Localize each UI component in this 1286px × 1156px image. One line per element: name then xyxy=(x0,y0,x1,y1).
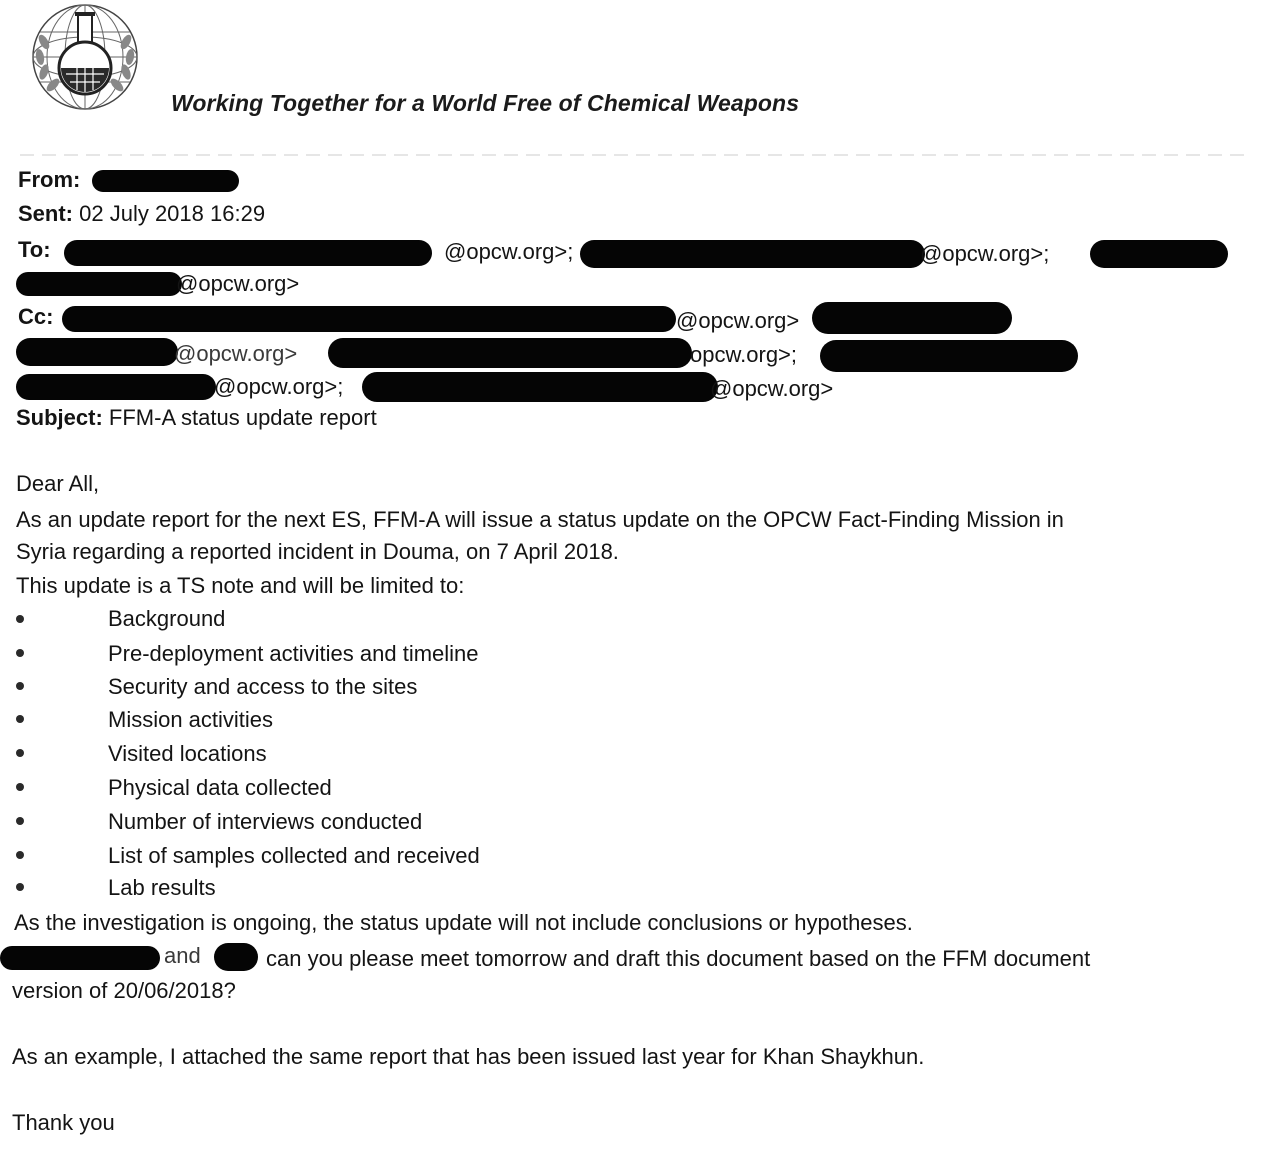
to-address-fragment-3: @opcw.org> xyxy=(176,271,300,296)
list-item-text: Number of interviews conducted xyxy=(108,809,423,834)
subject-line xyxy=(16,404,377,432)
cc-address-fragment-4: @opcw.org>; xyxy=(214,374,344,399)
redaction-block xyxy=(328,338,692,368)
cc-address-fragment-5: @opcw.org> xyxy=(710,376,834,401)
motto-heading: Working Together for a World Free of Chemical Weapons xyxy=(171,90,800,116)
list-item-text: Security and access to the sites xyxy=(108,674,418,699)
redaction-block xyxy=(16,272,182,296)
redaction-block xyxy=(1090,240,1228,268)
body-paragraph-4-line-2: version of 20/06/2018? xyxy=(12,978,236,1003)
list-item-text: Mission activities xyxy=(108,707,274,732)
list-item-text: Physical data collected xyxy=(108,775,332,800)
closing: Thank you xyxy=(12,1110,115,1135)
to-address-fragment-1: @opcw.org>; xyxy=(444,239,574,264)
sent-value: 02 July 2018 16:29 xyxy=(79,201,266,226)
body-paragraph-1-line-2: Syria regarding a reported incident in Douma, on 7 April 2018. xyxy=(16,539,619,564)
bullet-dot xyxy=(16,682,24,690)
cc-label: Cc: xyxy=(18,304,54,329)
to-label: To: xyxy=(18,237,51,262)
bullet-dot xyxy=(16,715,24,723)
cc-label-line xyxy=(18,303,53,331)
redaction-block xyxy=(64,240,432,266)
from-label: From: xyxy=(18,167,81,192)
redaction-block xyxy=(16,338,178,366)
bullet-dot xyxy=(16,783,24,791)
redaction-block xyxy=(812,302,1012,334)
redaction-block xyxy=(214,943,258,971)
bullet-dot xyxy=(16,883,24,891)
body-paragraph-4-and: and xyxy=(164,943,201,968)
body-paragraph-3: As the investigation is ongoing, the status update will not include conclusions or hypotheses. xyxy=(14,910,913,935)
greeting: Dear All, xyxy=(16,471,100,496)
header-divider xyxy=(20,154,1246,156)
cc-address-fragment-2: @opcw.org> xyxy=(174,341,298,366)
list-item-text: Pre-deployment activities and timeline xyxy=(108,641,479,666)
list-item-text: List of samples collected and received xyxy=(108,843,480,868)
bullet-dot xyxy=(16,817,24,825)
sent-line xyxy=(18,200,265,228)
redaction-block xyxy=(62,306,676,332)
from-line xyxy=(18,166,80,194)
list-item-text: Visited locations xyxy=(108,741,267,766)
to-label-line xyxy=(18,236,51,264)
redaction-block xyxy=(820,340,1078,372)
redaction-block xyxy=(362,372,718,402)
cc-address-fragment-1: @opcw.org> xyxy=(676,308,800,333)
list-item-text: Background xyxy=(108,606,226,631)
bullet-dot xyxy=(16,615,24,623)
bullet-dot xyxy=(16,649,24,657)
redaction-block xyxy=(16,374,216,400)
redaction-block xyxy=(580,240,925,268)
redaction-block xyxy=(0,946,160,970)
bullet-dot xyxy=(16,749,24,757)
body-paragraph-1-line-1: As an update report for the next ES, FFM-A will issue a status update on the OPCW Fact-Finding Mission in xyxy=(16,507,1064,532)
body-paragraph-2: This update is a TS note and will be limited to: xyxy=(16,573,465,598)
cc-address-fragment-3: opcw.org>; xyxy=(690,342,798,367)
subject-value: FFM-A status update report xyxy=(108,405,377,430)
bullet-dot xyxy=(16,851,24,859)
sent-label: Sent: xyxy=(18,201,73,226)
redaction-block xyxy=(92,170,239,192)
subject-label: Subject: xyxy=(16,405,103,430)
list-item-text: Lab results xyxy=(108,875,216,900)
opcw-emblem-logo xyxy=(26,2,144,112)
body-paragraph-5: As an example, I attached the same report that has been issued last year for Khan Shaykhun. xyxy=(12,1044,925,1069)
body-paragraph-4-line-1: can you please meet tomorrow and draft this document based on the FFM document xyxy=(266,946,1091,971)
to-address-fragment-2: @opcw.org>; xyxy=(920,241,1050,266)
